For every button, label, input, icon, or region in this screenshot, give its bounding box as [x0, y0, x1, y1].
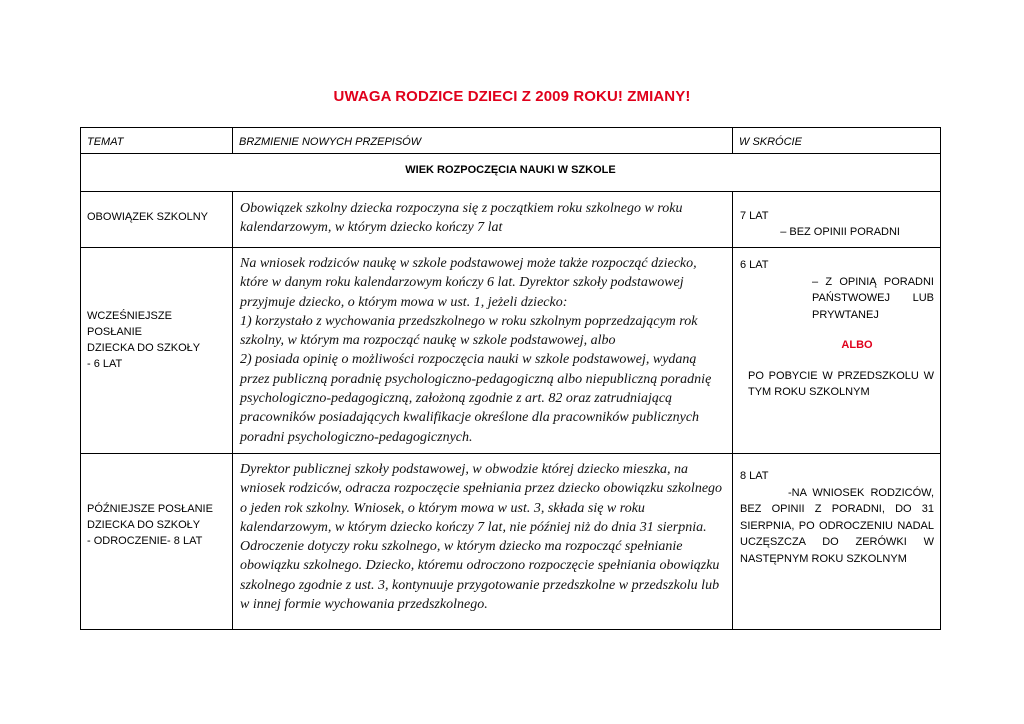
table-header-row [81, 128, 941, 154]
summary-age: 6 LAT [740, 259, 769, 271]
header-regulation-cell [233, 128, 733, 154]
topic-label: DZIECKA DO SZKOŁY [87, 342, 201, 354]
topic-cell [81, 248, 233, 454]
table-row [81, 454, 941, 630]
table-row [81, 248, 941, 454]
topic-label: DZIECKA DO SZKOŁY [87, 519, 201, 531]
header-regulation: BRZMIENIE NOWYCH PRZEPISÓW [239, 136, 422, 148]
header-topic-cell [81, 128, 233, 154]
regulation-text: Obowiązek szkolny dziecka rozpoczyna się z początkiem roku szkolnego w roku kalendarzowym, w którym dziecko kończy 7 lat [240, 201, 683, 236]
albo-label: ALBO [841, 339, 873, 351]
section-row [81, 154, 941, 192]
regulation-cell [233, 192, 733, 248]
summary-cell [733, 454, 941, 630]
topic-cell [81, 192, 233, 248]
page-title: UWAGA RODZICE DZIECI Z 2009 ROKU! ZMIANY! [333, 88, 691, 105]
summary-detail: -NA WNIOSEK RODZICÓW, BEZ OPINII Z PORADNI, DO 31 SIERPNIA, PO ODROCZENIU NADAL UCZĘSZCZA DO ZERÓWKI W NASTĘPNYM ROKU SZKOLNYM [740, 486, 934, 565]
topic-label: OBOWIĄZEK SZKOLNY [87, 211, 209, 223]
regulation-cell [233, 454, 733, 630]
summary-age: 7 LAT [740, 210, 769, 222]
section-title: WIEK ROZPOCZĘCIA NAUKI W SZKOLE [405, 164, 616, 176]
regulation-text: Na wniosek rodziców naukę w szkole podstawowej może także rozpocząć dziecko, które w danym roku kalendarzowym kończy 6 lat. Dyrektor szkoły podstawowej przyjmuje dziecko, o którym mowa w ust. 1, jeżeli dziecko: 1) korzystało z wychowania przedszkolnego w roku szkolnym poprzedzającym rok szkolny, w którym ma rozpocząć naukę w szkole podstawowej, albo 2) posiada opinię o możliwości rozpoczęcia nauki w szkole podstawowej, wydaną przez publiczną poradnię psychologiczno-pedagogiczną albo niepubliczną poradnię psychologiczno-pedagogiczną, założoną zgodnie z art. 82 oraz zatrudniającą pracowników posiadających kwalifikacje określone dla pracowników publicznych poradni psychologiczno-pedagogicznych. [240, 256, 712, 445]
topic-label: - 6 LAT [87, 358, 123, 370]
summary-cell [733, 192, 941, 248]
regulation-text: Dyrektor publicznej szkoły podstawowej, w obwodzie której dziecko mieszka, na wniosek rodziców, odracza rozpoczęcie spełniania przez dziecko obowiązku szkolnego o jeden rok szkolny. Wniosek, o którym mowa w ust. 3, składa się w roku kalendarzowym, w którym dziecko kończy 7 lat, nie później niż do dnia 31 sierpnia. Odroczenie dotyczy roku szkolnego, w którym dziecko ma rozpocząć spełnianie obowiązku szkolnego. Dziecko, któremu odroczono rozpoczęcie spełniania obowiązku szkolnego zgodnie z ust. 3, kontynuuje przygotowanie przedszkolne w przedszkolu lub w innej formie wychowania przedszkolnego. [240, 462, 723, 613]
regulation-cell [233, 248, 733, 454]
header-summary: W SKRÓCIE [739, 136, 802, 148]
table-row [81, 192, 941, 248]
header-summary-cell [733, 128, 941, 154]
topic-cell [81, 454, 233, 630]
section-cell [81, 154, 941, 192]
topic-label: - ODROCZENIE- 8 LAT [87, 535, 203, 547]
summary-detail: PO POBYCIE W PRZEDSZKOLU W TYM ROKU SZKOLNYM [748, 369, 934, 398]
summary-detail: – BEZ OPINII PORADNI [780, 226, 900, 238]
summary-detail: – Z OPINIĄ PORADNI PAŃSTWOWEJ LUB PRYWTANEJ [812, 275, 934, 321]
summary-cell [733, 248, 941, 454]
rules-table [80, 127, 941, 630]
topic-label: WCZEŚNIEJSZE POSŁANIE [87, 310, 172, 338]
topic-label: PÓŹNIEJSZE POSŁANIE [87, 503, 213, 515]
header-topic: TEMAT [87, 136, 124, 148]
summary-age: 8 LAT [740, 470, 769, 482]
